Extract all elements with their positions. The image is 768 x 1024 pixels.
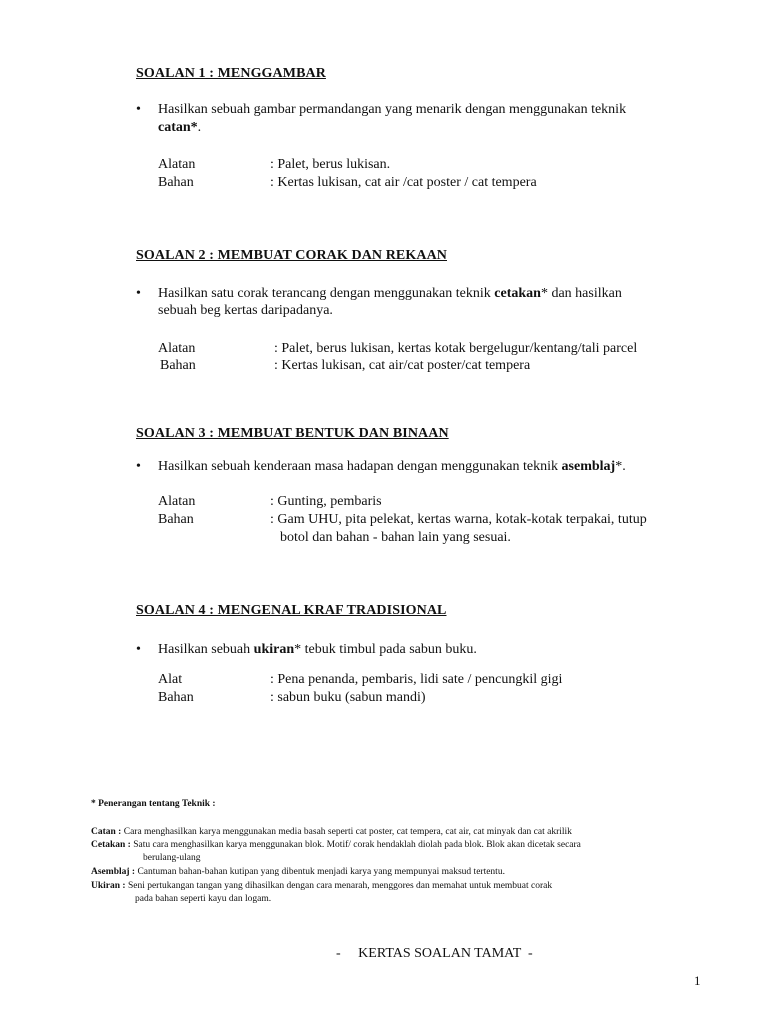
text-segment: Hasilkan sebuah	[158, 642, 254, 657]
bahan-label: Bahan	[160, 358, 196, 373]
page-number: 1	[694, 973, 701, 988]
bahan-value: : sabun buku (sabun mandi)	[270, 690, 426, 705]
note-text: Seni pertukangan tangan yang dihasilkan dengan cara menarah, menggores dan memahat untuk membuat corak	[127, 881, 553, 891]
text-segment: Hasilkan satu corak terancang dengan menggunakan teknik	[158, 286, 495, 301]
note-catan	[91, 827, 572, 837]
note-asemblaj	[91, 867, 505, 877]
alatan-value: : Palet, berus lukisan, kertas kotak bergelugur/kentang/tali parcel	[274, 341, 638, 356]
bahan-label: Bahan	[158, 690, 194, 705]
section-3-instruction-line1	[158, 459, 626, 475]
note-label: Catan :	[91, 827, 124, 837]
text-segment: * dan hasilkan	[540, 286, 622, 301]
bahan-value: : Kertas lukisan, cat air/cat poster/cat tempera	[274, 358, 531, 373]
bullet-icon: •	[136, 459, 141, 474]
section-3-heading: SOALAN 3 : MEMBUAT BENTUK DAN BINAAN	[136, 426, 449, 441]
alatan-label: Alatan	[158, 494, 196, 509]
note-label: Ukiran :	[91, 881, 128, 891]
section-1-instruction-line1: Hasilkan sebuah gambar permandangan yang menarik dengan menggunakan teknik	[158, 102, 627, 117]
section-4-heading: SOALAN 4 : MENGENAL KRAF TRADISIONAL	[136, 603, 447, 618]
bahan-label: Bahan	[158, 175, 194, 190]
punctuation: .	[197, 120, 202, 135]
technique-term: asemblaj	[561, 459, 616, 474]
section-4-instruction-line1	[158, 642, 477, 658]
bullet-icon: •	[136, 102, 141, 117]
section-1-instruction-line2	[158, 120, 201, 136]
note-ukiran-continued: pada bahan seperti kayu dan logam.	[135, 894, 272, 904]
note-label: Asemblaj :	[91, 867, 138, 877]
bahan-label: Bahan	[158, 512, 194, 527]
note-text: Cara menghasilkan karya menggunakan media basah seperti cat poster, cat tempera, cat air, cat minyak dan cat akrilik	[123, 827, 572, 837]
alat-value: : Pena penanda, pembaris, lidi sate / pencungkil gigi	[270, 672, 563, 687]
alatan-value: : Palet, berus lukisan.	[270, 157, 391, 172]
section-2-heading: SOALAN 2 : MEMBUAT CORAK DAN REKAAN	[136, 248, 447, 263]
section-2-instruction-line2: sebuah beg kertas daripadanya.	[158, 303, 333, 318]
alatan-label: Alatan	[158, 157, 196, 172]
technique-term: cetakan	[494, 286, 541, 301]
bahan-value-continued: botol dan bahan - bahan lain yang sesuai.	[280, 530, 511, 545]
bahan-value: : Kertas lukisan, cat air /cat poster / cat tempera	[270, 175, 537, 190]
section-2-instruction-line1	[158, 286, 622, 302]
alatan-value: : Gunting, pembaris	[270, 494, 382, 509]
alatan-label: Alatan	[158, 341, 196, 356]
note-text: Satu cara menghasilkan karya menggunakan blok. Motif/ corak hendaklah diolah pada blok. Blok akan dicetak secara	[133, 840, 581, 850]
note-ukiran	[91, 881, 552, 891]
note-text: Cantuman bahan-bahan kutipan yang dibentuk menjadi karya yang mempunyai maksud tertentu.	[137, 867, 505, 877]
bahan-value: : Gam UHU, pita pelekat, kertas warna, kotak-kotak terpakai, tutup	[270, 512, 647, 527]
alat-label: Alat	[158, 672, 183, 687]
note-cetakan-continued: berulang-ulang	[143, 853, 201, 863]
note-cetakan	[91, 840, 581, 850]
technique-term: ukiran	[253, 642, 295, 657]
text-segment: Hasilkan sebuah kenderaan masa hadapan dengan menggunakan teknik	[158, 459, 562, 474]
end-of-paper-text: - KERTAS SOALAN TAMAT -	[336, 946, 533, 961]
technique-term: catan*	[158, 120, 198, 135]
text-segment: *.	[615, 459, 626, 474]
text-segment: * tebuk timbul pada sabun buku.	[294, 642, 477, 657]
bullet-icon: •	[136, 642, 141, 657]
notes-title: * Penerangan tentang Teknik :	[91, 799, 216, 809]
note-label: Cetakan :	[91, 840, 134, 850]
section-1-heading: SOALAN 1 : MENGGAMBAR	[136, 66, 326, 81]
bullet-icon: •	[136, 286, 141, 301]
